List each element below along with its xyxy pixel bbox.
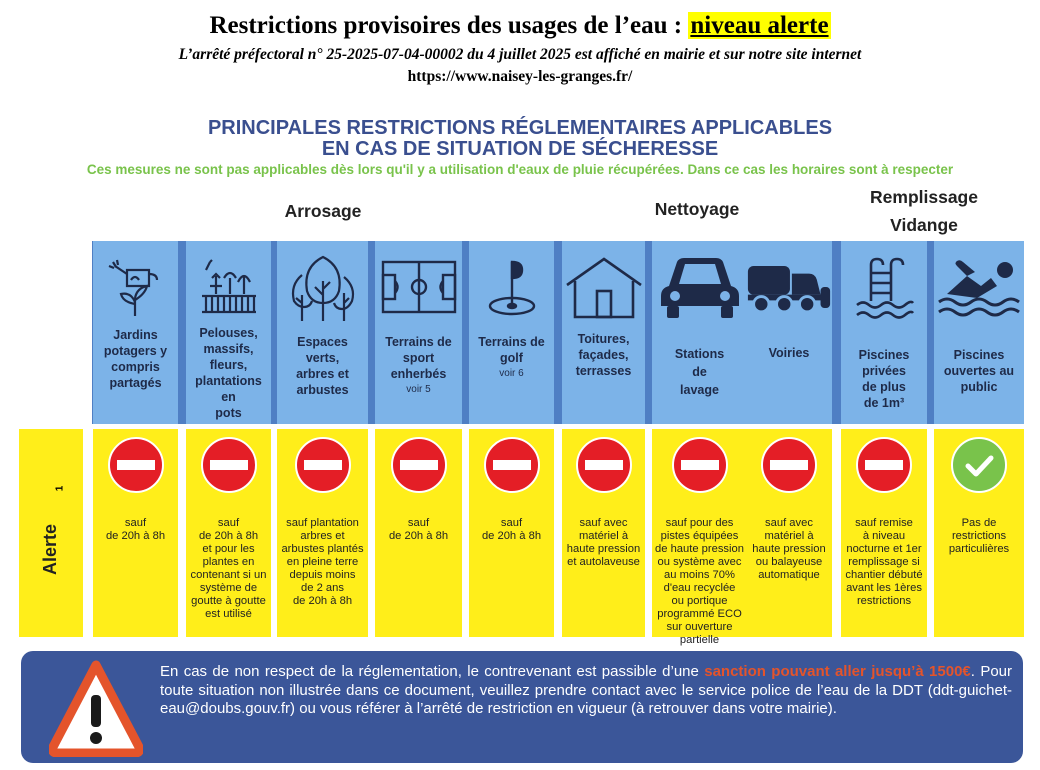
column-label <box>377 334 460 398</box>
column-status-6 <box>562 429 645 637</box>
warning-triangle-icon <box>49 659 143 757</box>
level-cell <box>19 429 83 637</box>
no-entry-icon <box>575 436 633 494</box>
column-status-3 <box>277 429 368 637</box>
column-label-line: Piscines <box>953 348 1005 362</box>
car-icon <box>652 247 747 327</box>
trees-icon <box>277 247 368 327</box>
column-condition: Pas de restrictions particulières <box>948 517 1010 555</box>
column-header-7 <box>652 241 747 424</box>
column-label-line: arbres et <box>296 367 349 381</box>
column-header-1 <box>93 241 178 424</box>
column-label <box>188 325 269 421</box>
title-prefix: Restrictions provisoires des usages de l’eau : <box>209 12 689 39</box>
column-label-line: potagers y <box>103 344 168 358</box>
column-label <box>95 327 176 391</box>
flowerbed-icon <box>186 247 271 327</box>
poster-heading-line2: EN CAS DE SITUATION DE SÉCHERESSE <box>321 138 719 160</box>
column-label <box>471 334 552 382</box>
poster-heading-line1: PRINCIPALES RESTRICTIONS RÉGLEMENTAIRES APPLICABLES <box>207 117 833 139</box>
group-nettoyage: Nettoyage <box>654 199 740 219</box>
column-condition: sauf pour des pistes équipées de haute pression ou système avec au moins 70% d'eau recyclée ou portique programmé ECO sur ouverture partielle <box>655 517 744 646</box>
no-entry-icon <box>200 436 258 494</box>
column-header-5 <box>469 241 554 424</box>
column-header-8 <box>746 241 832 424</box>
column-label-line: plantations <box>195 374 262 388</box>
column-label-line: privées <box>862 364 906 378</box>
no-entry-icon <box>483 436 541 494</box>
sanction-amount: sanction pouvant aller jusqu’à 1500€ <box>704 663 971 680</box>
column-header-3 <box>277 241 368 424</box>
column-label-line: façades, <box>578 348 629 362</box>
group-remplissage-line2: Vidange <box>890 215 958 235</box>
no-entry-icon <box>760 436 818 494</box>
column-condition: sauf de 20h à 8h <box>481 517 542 542</box>
column-label-line: massifs, <box>203 342 254 356</box>
page-title <box>0 12 1040 40</box>
group-remplissage <box>840 183 1008 239</box>
sports-field-icon <box>375 247 462 327</box>
column-label-line: verts, <box>305 351 340 365</box>
allowed-check-icon <box>950 436 1008 494</box>
column-condition: sauf avec matériel à haute pression ou balayeuse automatique <box>752 517 826 581</box>
no-entry-icon <box>294 436 352 494</box>
no-entry-icon <box>855 436 913 494</box>
column-status-5 <box>469 429 554 637</box>
column-status-1 <box>93 429 178 637</box>
watering-can-plant-icon <box>93 247 178 327</box>
column-label-line: de <box>692 365 707 379</box>
column-label-line: lavage <box>680 383 719 397</box>
column-header-9 <box>841 241 927 424</box>
column-label-line: public <box>960 380 998 394</box>
column-label <box>748 345 830 361</box>
column-header-2 <box>186 241 271 424</box>
column-condition: sauf de 20h à 8h <box>105 517 166 542</box>
column-status-4 <box>375 429 462 637</box>
column-label-line: en <box>221 390 236 404</box>
column-label-line: de 1m³ <box>863 396 905 410</box>
column-condition: sauf de 20h à 8h et pour les plantes en contenant si un système de goutte à goutte est utilisé <box>190 517 267 620</box>
decree-reference: L’arrêté préfectoral n° 25-2025-07-04-00002 du 4 juillet 2025 est affiché en mairie et sur notre site internet <box>178 46 862 63</box>
column-status-10 <box>934 429 1024 637</box>
column-condition: sauf plantation arbres et arbustes plantés en pleine terre depuis moins de 2 ans de 20h à 8h <box>281 517 364 607</box>
column-label <box>936 347 1022 395</box>
pool-ladder-icon <box>841 247 927 327</box>
rainwater-note: Ces mesures ne sont pas applicables dès lors qu'il y a utilisation d'eaux de pluie récupérées. Dans ce cas les horaires sont à respecter <box>86 162 954 177</box>
column-status-7 <box>652 429 747 646</box>
column-header-4 <box>375 241 462 424</box>
column-label-line: Terrains de <box>385 335 452 349</box>
column-status-2 <box>186 429 271 637</box>
warning-banner <box>21 651 1023 763</box>
title-highlight: niveau alerte <box>690 12 829 39</box>
column-label-line: compris <box>111 360 160 374</box>
column-label-line: de plus <box>862 380 906 394</box>
no-entry-icon <box>671 436 729 494</box>
column-label-line: terrasses <box>575 364 632 378</box>
column-label-line: Pelouses, <box>199 326 258 340</box>
column-label <box>843 347 925 411</box>
golf-flag-icon <box>469 247 554 327</box>
swimmer-icon <box>934 247 1024 327</box>
column-label-line: fleurs, <box>209 358 248 372</box>
column-label-line: sport <box>402 351 435 365</box>
column-condition: sauf de 20h à 8h <box>388 517 449 542</box>
column-status-9 <box>841 429 927 637</box>
column-label <box>654 345 745 399</box>
column-condition: sauf avec matériel à haute pression et autolaveuse <box>566 517 641 568</box>
column-header-10 <box>934 241 1024 424</box>
column-header-6 <box>562 241 645 424</box>
column-label-line: enherbés <box>390 367 447 381</box>
column-label <box>564 331 643 379</box>
column-label-line: arbustes <box>296 383 349 397</box>
column-label-line: Jardins <box>113 328 158 342</box>
column-label <box>279 334 366 398</box>
column-label-line: Piscines <box>858 348 910 362</box>
level-label: Alerte <box>40 523 61 575</box>
column-label-line: Stations <box>674 347 725 361</box>
column-note: voir 6 <box>499 368 524 379</box>
street-sweeper-icon <box>746 247 832 327</box>
column-label-line: Espaces <box>297 335 348 349</box>
column-status-8 <box>746 429 832 637</box>
column-label-line: ouvertes au <box>943 364 1015 378</box>
website-url[interactable]: https://www.naisey-les-granges.fr/ <box>407 68 633 85</box>
column-label-line: partagés <box>109 376 162 390</box>
no-entry-icon <box>390 436 448 494</box>
column-note: voir 5 <box>406 384 431 395</box>
column-label-line: golf <box>500 351 523 365</box>
house-icon <box>562 247 645 327</box>
poster-heading <box>0 118 1040 160</box>
level-footnote: 1 <box>54 485 66 492</box>
column-label-line: Toitures, <box>577 332 630 346</box>
column-condition: sauf remise à niveau nocturne et 1er remplissage si chantier débuté avant les 1ères restrictions <box>845 517 923 607</box>
column-label-line: Terrains de <box>478 335 545 349</box>
group-remplissage-line1: Remplissage <box>870 187 978 207</box>
column-label-line: pots <box>215 406 242 420</box>
no-entry-icon <box>107 436 165 494</box>
group-arrosage: Arrosage <box>284 201 362 221</box>
warning-text: En cas de non respect de la réglementation, le contrevenant est passible d’une sanction pouvant aller jusqu’à 1500€. Pour toute situation non illustrée dans ce document, veuillez prendre contact avec le service police de l’eau de la DDT (ddt-guichet-eau@doubs.gouv.fr) ou vous référer à l’arrêté de restriction en vigueur (à retrouver dans votre mairie). <box>160 663 1012 717</box>
column-label-line: Voiries <box>768 346 810 360</box>
